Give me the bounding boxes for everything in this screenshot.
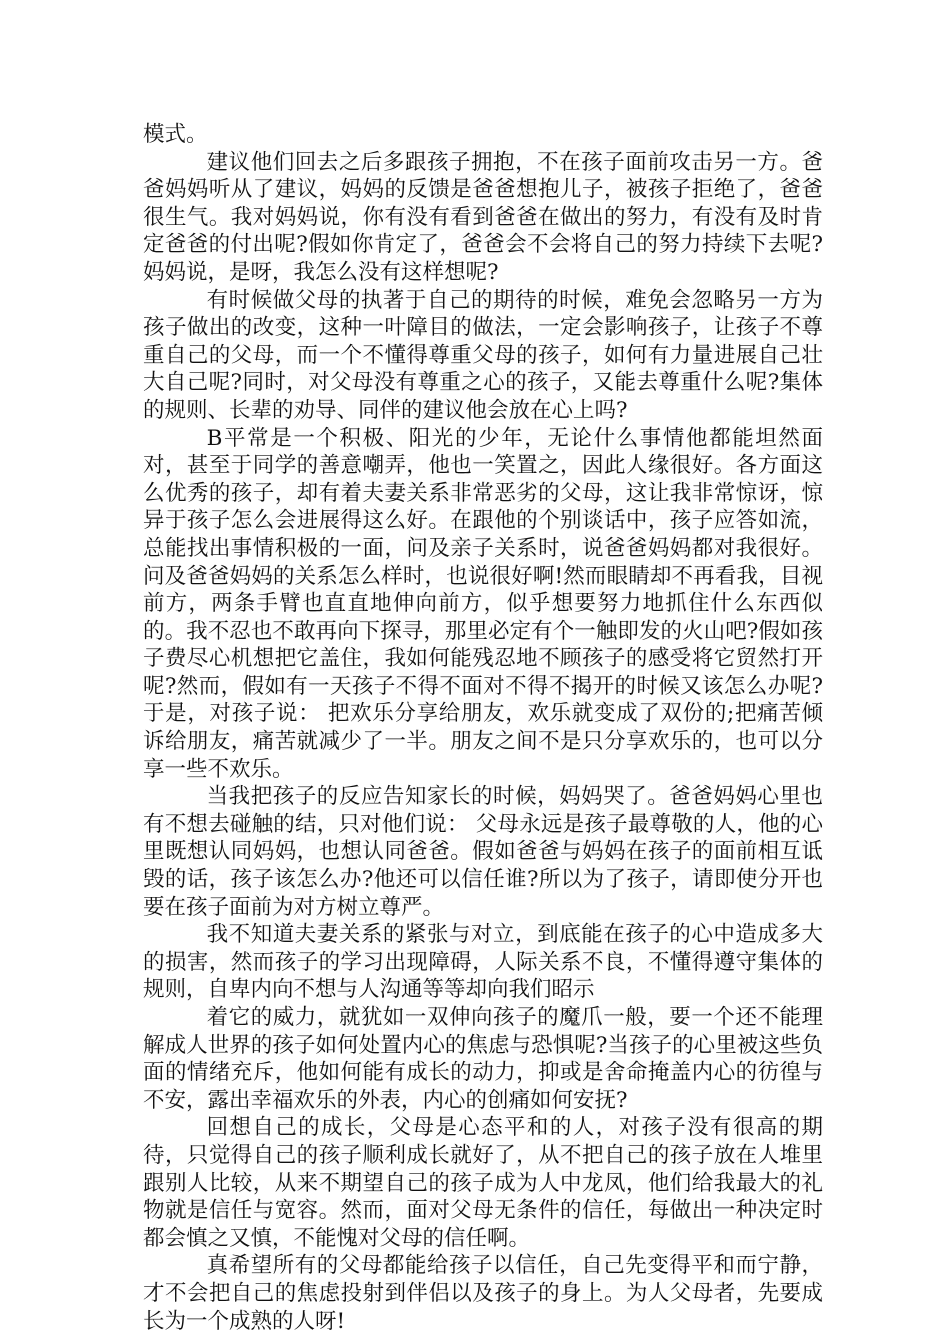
paragraph: 当我把孩子的反应告知家长的时候，妈妈哭了。爸爸妈妈心里也有不想去碰触的结，只对他们说： 父母永远是孩子最尊敬的人，他的心里既想认同妈妈，也想认同爸爸。假如爸爸与妈妈在孩子的面前相互诋毁的话，孩子该怎么办?他还可以信任谁?所以为了孩子，请即使分开也要在孩子面前为对方树立尊严。	[143, 784, 823, 920]
paragraph: 真希望所有的父母都能给孩子以信任，自己先变得平和而宁静，才不会把自己的焦虑投射到伴侣以及孩子的身上。为人父母者，先要成长为一个成熟的人呀!	[143, 1253, 823, 1334]
paragraph: 模式。	[143, 122, 208, 147]
paragraph: 回想自己的成长，父母是心态平和的人，对孩子没有很高的期待，只觉得自己的孩子顺利成长就好了，从不把自己的孩子放在人堆里跟别人比较，从来不期望自己的孩子成为人中龙凤，他们给我最大的礼物就是信任与宽容。然而，面对父母无条件的信任，每做出一种决定时都会慎之又慎，不能愧对父母的信任啊。	[143, 1115, 823, 1251]
paragraph: B平常是一个积极、阳光的少年，无论什么事情他都能坦然面对，甚至于同学的善意嘲弄，他也一笑置之，因此人缘很好。各方面这么优秀的孩子，却有着夫妻关系非常恶劣的父母，这让我非常惊讶，惊异于孩子怎么会进展得这么好。在跟他的个别谈话中，孩子应答如流，总能找出事情积极的一面，问及亲子关系时，说爸爸妈妈都对我很好。问及爸爸妈妈的关系怎么样时，也说很好啊!然而眼睛却不再看我，目视前方，两条手臂也直直地伸向前方，似乎想要努力地抓住什么东西似的。我不忍也不敢再向下探寻，那里必定有个一触即发的火山吧?假如孩子费尽心机想把它盖住，我如何能残忍地不顾孩子的感受将它贸然打开呢?然而，假如有一天孩子不得不面对不得不揭开的时候又该怎么办呢?于是，对孩子说： 把欢乐分享给朋友，欢乐就变成了双份的;把痛苦倾诉给朋友，痛苦就减少了一半。朋友之间不是只分享欢乐的，也可以分享一些不欢乐。	[143, 425, 823, 782]
paragraph: 我不知道夫妻关系的紧张与对立，到底能在孩子的心中造成多大的损害，然而孩子的学习出现障碍，人际关系不良，不懂得遵守集体的规则，自卑内向不想与人沟通等等却向我们昭示	[143, 922, 823, 1003]
document-body	[143, 121, 823, 1335]
paragraph: 着它的威力，就犹如一双伸向孩子的魔爪一般，要一个还不能理解成人世界的孩子如何处置内心的焦虑与恐惧呢?当孩子的心里被这些负面的情绪充斥，他如何能有成长的动力，抑或是舍命掩盖内心的彷徨与不安，露出幸福欢乐的外表，内心的创痛如何安抚?	[143, 1005, 823, 1113]
paragraph: 有时候做父母的执著于自己的期待的时候，难免会忽略另一方为孩子做出的改变，这种一叶障目的做法，一定会影响孩子，让孩子不尊重自己的父母，而一个不懂得尊重父母的孩子，如何有力量进展自己壮大自己呢?同时，对父母没有尊重之心的孩子，又能去尊重什么呢?集体的规则、长辈的劝导、同伴的建议他会放在心上吗?	[143, 287, 823, 423]
paragraph: 建议他们回去之后多跟孩子拥抱，不在孩子面前攻击另一方。爸爸妈妈听从了建议，妈妈的反馈是爸爸想抱儿子，被孩子拒绝了，爸爸很生气。我对妈妈说，你有没有看到爸爸在做出的努力，有没有及时肯定爸爸的付出呢?假如你肯定了，爸爸会不会将自己的努力持续下去呢?妈妈说，是呀，我怎么没有这样想呢?	[143, 149, 823, 285]
